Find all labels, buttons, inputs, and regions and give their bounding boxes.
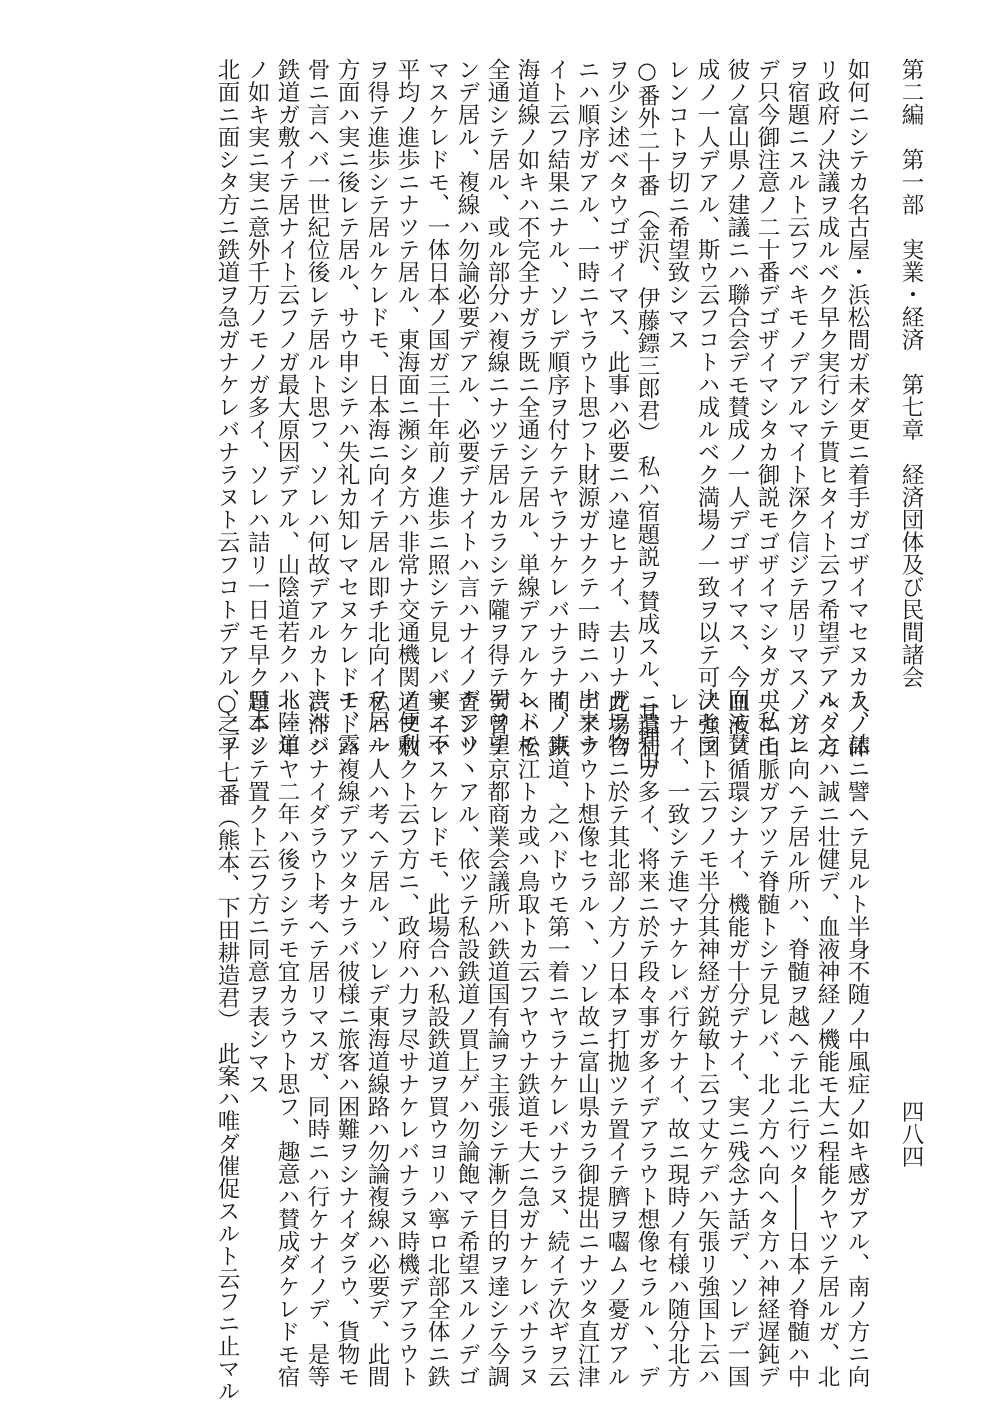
text-column: 全通シテ居ル、或ル部分ハ複線ニナツテ居ルカラシテ隴ヲ得テ蜀ヲ望 [484,58,510,756]
page-number: 四八四 [898,1100,924,1168]
text-column: 彼ノ富山県ノ建議ニハ聯合会デモ賛成ノ一人デゴザイマス、今回モ賛 [724,58,750,756]
text-column: イト云フ結果ニナル、ソレデ順序ヲ付ケテヤラナケレバナラナイ、東 [544,58,570,756]
text-column: ンデ居ル、複線ハ勿論必要デアル、必要デナイトハ言ハナイノデアリ [454,58,480,756]
text-column: ニハ順序ガアル、一時ニヤラウト思フト財源ガナクテ一時ニハ出来ナ [574,58,600,756]
text-column: ノ強国ト云フノモ半分其神経ガ鋭敏ト云フ丈ケデハ矢張リ強国ト云ハ [694,690,720,1388]
text-column: 央ニ山脈ガアツテ脊髄トシテ見レバ、北ノ方ヘ向ヘタ方ハ神経遅鈍デ [754,690,780,1388]
text-column: レンコトヲ切ニ希望致シマス [664,58,690,351]
text-column: ナドハ複線デアツタナラバ彼様ニ旅客ハ困難ヲシナイダラウ、貨物モ [334,690,360,1388]
text-column: 骨ニ言ヘバ一世紀位後レテ居ルト思フ、ソレハ何故デアルカト言ヘバ [304,58,330,756]
text-column: 人ノ体ニ譬ヘテ見ルト半身不随ノ中風症ノ如キ感ガアル、南ノ方ニ向 [844,690,870,1388]
text-column: レナイ、一致シテ進マナケレバ行ケナイ、故ニ現時ノ有様ハ随分北方 [664,690,690,1388]
text-column: ヲ宿題ニスルト云フベキモノデアルマイト深ク信ジテ居リマス、ソレ [784,58,810,756]
text-column: 題ニシテ置クト云フ方ニ同意ヲ表シマス [244,690,270,1095]
text-column: ハ一年ヤ二年ハ後ラシテモ宜カラウト思フ、趣意ハ賛成ダケレドモ宿 [274,690,300,1388]
text-column: 北面ニ面シタ方ニ鉄道ヲ急ガナケレバナラヌト云フコトデアル、之ヲ [214,58,240,756]
text-column: デ曾テ京都商業会議所ハ鉄道国有論ヲ主張シテ漸ク目的ヲ達シテ今調 [484,690,510,1388]
page-header: 第二編 第一部 実業・経済 第七章 経済団体及び民間諸会 [898,58,924,688]
text-column: ニ遺利ガ多イ、将来ニ於テ段々事ガ多イデアラウト想像セラル丶、デ [634,690,660,1388]
text-column: ヘタ方ハ誠ニ壮健デ、血液神経ノ機能モ大ニ程能クヤツテ居ルガ、北 [814,690,840,1388]
text-column: 私ハ一人ハ考ヘテ居ル、ソレデ東海道線路ハ勿論複線ハ必要デ、此間 [364,690,390,1388]
text-column: マスケレドモ、一体日本ノ国ガ三十年前ノ進歩ニ照シテ見レバ実ニ不 [424,58,450,756]
speaker-line: ○二十七番（熊本、下田耕造君） 此案ハ唯ダ催促スルト云フニ止マル [214,690,240,1403]
top-text-block [48,58,872,771]
speaker-line: ○番外二十番（金沢、伊藤鏢三郎君） 私ハ宿題説ヲ賛成スル、其理由 [634,58,660,771]
text-column: 此場合ニ於テ其北部ノ方ノ日本ヲ打拋ツテ置イテ臍ヲ囓ムノ憂ガアル [604,690,630,1388]
text-column: ノ如キ実ニ実ニ意外千万ノモノガ多イ、ソレハ詰リ一日モ早ク日本ノ [244,58,270,756]
text-column: 平均ノ進歩ニナツテ居ル、東海面ニ瀕シタ方ハ非常ナ交通機関ノ便利 [394,58,420,756]
text-column: 血液ノ循環シナイ、機能ガ十分デナイ、実ニ残念ナ話デ、ソレデ一国 [724,690,750,1388]
text-column: 鉄道ガ敷イテ居ナイト云フノガ最大原因デアル、山陰道若クハ北陸道 [274,58,300,756]
text-column: ヲ少シ述ベタウゴザイマス、此事ハ必要ニハ違ヒナイ、去リナガラ物 [604,58,630,756]
text-column: 方面ハ実ニ後レテ居ル、サウ申シテハ失礼カ知レマセヌケレドモ、露 [334,58,360,756]
text-column: 如何ニシテカ名古屋・浜松間ガ未ダ更ニ着手ガゴザイマセヌカラ、詰 [844,58,870,756]
text-column: ノ方ニ向ヘテ居ル所ハ、脊髄ヲ越ヘテ北ニ行ツタ――日本ノ脊髄ハ中 [784,690,810,1388]
text-column: リ政府ノ決議ヲ成ルベク早ク実行シテ貰ヒタイト云フ希望デアル、之 [814,58,840,756]
text-column: デ只今御注意ノ二十番デゴザイマシタカ御説モゴザイマシタガ、私モ [754,58,780,756]
text-column: 道ヲ敷クト云フ方ニ、政府ハ力ヲ尽サナケレバナラヌ時機デアラウト [394,690,420,1388]
text-column: 成ノ一人デアル、斯ウ云フコトハ成ルベク満場ノ一致ヲ以テ可決セラ [694,58,720,756]
bottom-text-block [48,690,872,1403]
text-column: ヘハ松江トカ或ハ鳥取トカ云フヤウナ鉄道モ大ニ急ガナケレバナラヌ [514,690,540,1388]
text-column: 渋滞シナイダラウト考ヘテ居リマスガ、同時ニハ行ケナイノデ、是等 [304,690,330,1388]
text-column: ヲ得テ進歩シテ居ルケレドモ、日本海ニ向イテ居ル即チ北向イテ居ル [364,58,390,756]
text-column: 間ノ鉄道、之ハドウモ第一着ニヤラナケレバナラヌ、続イテ次ギヲ云 [544,690,570,1388]
text-column: 査シツ丶アル、依ツテ私設鉄道ノ買上ゲハ勿論飽マテ希望スルノデゴ [454,690,480,1388]
text-column: ザイマスケレドモ、此場合ハ私設鉄道ヲ買ウヨリハ寧ロ北部全体ニ鉄 [424,690,450,1388]
text-column: デアラウト想像セラル丶、ソレ故ニ富山県カラ御提出ニナツタ直江津 [574,690,600,1388]
text-column: 海道線ノ如キハ不完全ナガラ既ニ全通シテ居ル、単線デアルケレドモ [514,58,540,756]
